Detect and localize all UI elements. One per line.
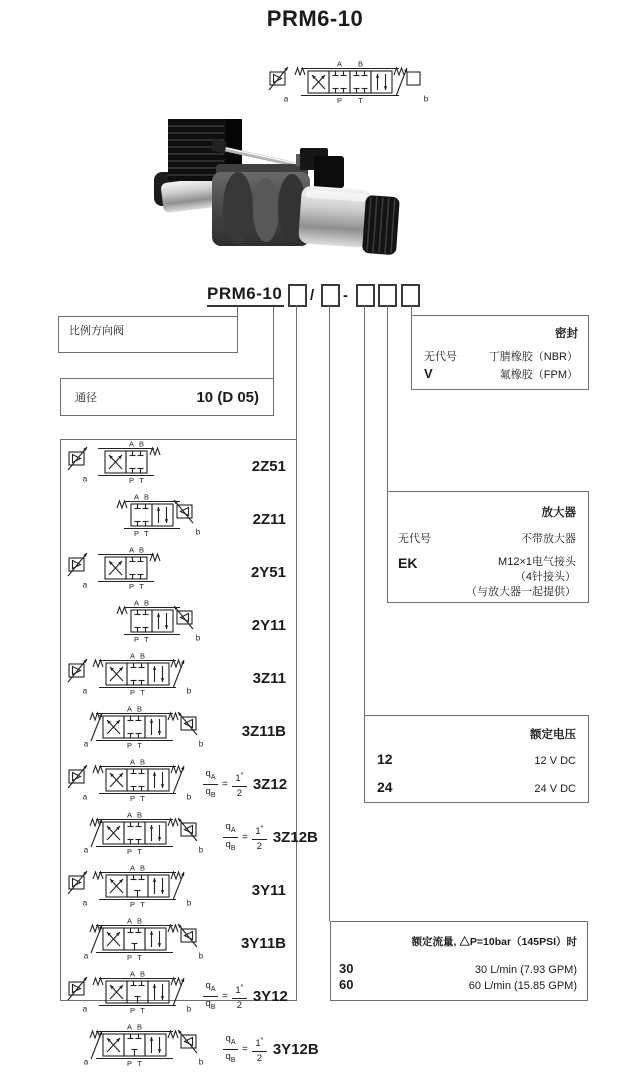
svg-text:B: B xyxy=(143,492,150,502)
symbol-label: 3Z12 xyxy=(252,776,288,793)
ordering-box-seal xyxy=(401,284,420,307)
valve-symbol xyxy=(69,652,201,705)
svg-text:B: B xyxy=(138,545,145,555)
voltage-code: 24 xyxy=(377,779,393,795)
seal-desc: 氟橡胶（FPM） xyxy=(499,369,578,381)
svg-text:T: T xyxy=(140,794,145,803)
connector-line-voltage xyxy=(364,305,365,715)
amplifier-desc: 不带放大器 xyxy=(521,533,576,545)
svg-text:A: A xyxy=(133,598,140,608)
valve-type-label: 比例方向阀 xyxy=(69,325,124,337)
svg-text:B: B xyxy=(136,810,143,820)
size-label: 通径 xyxy=(75,392,97,404)
valve-symbol xyxy=(69,440,171,493)
svg-text:A: A xyxy=(129,863,136,873)
symbol-row-2z11 xyxy=(61,493,296,546)
svg-text:b: b xyxy=(186,792,192,802)
symbol-row-3z12 xyxy=(61,758,296,811)
seal-row xyxy=(424,348,578,364)
symbol-label: 2Z11 xyxy=(252,511,286,528)
valve-symbol xyxy=(69,864,201,917)
svg-text:P: P xyxy=(129,794,136,803)
svg-text:T: T xyxy=(137,1059,142,1068)
seal-code: V xyxy=(424,366,433,381)
connector-line-symbol-table xyxy=(296,305,297,439)
amplifier-desc-line: （与放大器一起提供） xyxy=(466,586,576,598)
svg-text:P: P xyxy=(126,953,133,962)
voltage-desc: 24 V DC xyxy=(534,783,576,795)
svg-text:b: b xyxy=(186,898,192,908)
voltage-code: 12 xyxy=(377,751,393,767)
valve-symbol xyxy=(69,546,171,599)
svg-text:T: T xyxy=(358,96,363,105)
svg-text:B: B xyxy=(139,863,146,873)
seal-row xyxy=(424,366,578,382)
svg-text:b: b xyxy=(423,94,429,104)
svg-text:a: a xyxy=(83,845,89,855)
svg-text:B: B xyxy=(139,651,146,661)
svg-text:b: b xyxy=(198,739,204,749)
ordering-box-voltage xyxy=(356,284,375,307)
svg-text:B: B xyxy=(136,704,143,714)
svg-text:P: P xyxy=(126,1059,133,1068)
flow-code: 30 xyxy=(339,961,354,976)
svg-text:b: b xyxy=(186,686,192,696)
svg-text:a: a xyxy=(82,580,88,590)
size-value: 10 (D 05) xyxy=(196,388,259,406)
symbol-row-3z11 xyxy=(61,652,296,705)
svg-text:a: a xyxy=(83,1057,89,1067)
svg-text:P: P xyxy=(126,741,133,750)
svg-text:A: A xyxy=(126,810,133,820)
flow-desc: 30 L/min (7.93 GPM) xyxy=(474,964,577,976)
symbol-label: 2Y51 xyxy=(250,564,286,581)
svg-text:T: T xyxy=(144,635,149,644)
voltage-row xyxy=(377,751,576,767)
voltage-row xyxy=(377,779,576,795)
seal-box xyxy=(411,315,589,390)
svg-text:T: T xyxy=(137,953,142,962)
symbol-row-3y11 xyxy=(61,864,296,917)
symbol-row-3y12 xyxy=(61,970,296,1023)
svg-text:P: P xyxy=(129,688,136,697)
valve-symbol xyxy=(69,970,201,1023)
svg-text:A: A xyxy=(129,757,136,767)
flow-desc: 60 L/min (15.85 GPM) xyxy=(468,980,577,992)
flow-ratio-fraction: $q_A$ $q_B$ = 1* 2 xyxy=(203,981,247,1012)
symbol-label: 3Y11 xyxy=(251,882,286,899)
valve-symbol xyxy=(69,758,201,811)
flow-title: 额定流量, △P=10bar（145PSI）时 xyxy=(411,936,577,948)
ordering-code-prefix: PRM6-10 xyxy=(207,284,283,303)
svg-text:B: B xyxy=(136,916,143,926)
svg-text:a: a xyxy=(83,951,89,961)
svg-text:a: a xyxy=(83,739,89,749)
flow-code: 60 xyxy=(339,977,354,992)
svg-text:a: a xyxy=(82,792,88,802)
svg-text:P: P xyxy=(336,96,343,105)
flow-row xyxy=(339,977,577,992)
valve-symbol xyxy=(81,1023,221,1076)
svg-text:a: a xyxy=(82,1004,88,1014)
amplifier-row xyxy=(398,555,576,600)
amplifier-desc-line: M12×1电气接头 xyxy=(498,556,576,568)
symbol-row-3y12b xyxy=(61,1022,319,1076)
svg-text:A: A xyxy=(129,969,136,979)
svg-text:b: b xyxy=(198,845,204,855)
svg-text:b: b xyxy=(195,633,201,643)
svg-text:P: P xyxy=(133,529,140,538)
amplifier-box xyxy=(387,491,589,603)
svg-text:B: B xyxy=(138,439,145,449)
svg-text:A: A xyxy=(128,545,135,555)
valve-type-box xyxy=(58,316,238,353)
svg-text:a: a xyxy=(283,94,289,104)
symbol-row-2z51 xyxy=(61,440,296,493)
flow-box xyxy=(330,921,588,1001)
svg-text:P: P xyxy=(128,476,135,485)
ordering-box-symbol xyxy=(288,284,307,307)
amplifier-desc-line: （4针接头） xyxy=(514,571,576,583)
svg-text:T: T xyxy=(137,741,142,750)
svg-text:T: T xyxy=(139,582,144,591)
symbol-row-3z12b xyxy=(61,810,318,864)
svg-text:b: b xyxy=(198,1057,204,1067)
amplifier-code: EK xyxy=(398,555,418,571)
symbol-label: 3Y12B xyxy=(272,1041,319,1058)
svg-text:T: T xyxy=(144,529,149,538)
flow-ratio-fraction: $q_A$ $q_B$ = 1* 2 xyxy=(203,769,247,800)
valve-symbol xyxy=(115,599,217,652)
symbol-row-3z11b xyxy=(61,705,296,758)
svg-text:A: A xyxy=(126,916,133,926)
connector-line-flow xyxy=(329,305,330,921)
svg-text:A: A xyxy=(128,439,135,449)
voltage-desc: 12 V DC xyxy=(534,755,576,767)
svg-text:T: T xyxy=(137,847,142,856)
symbol-label: 3Y12 xyxy=(252,988,288,1005)
voltage-box xyxy=(364,715,589,803)
valve-symbol xyxy=(81,917,221,970)
amplifier-title: 放大器 xyxy=(541,507,576,519)
symbol-label: 3Z12B xyxy=(272,829,318,846)
seal-code: 无代号 xyxy=(424,351,457,363)
symbol-row-2y11 xyxy=(61,599,296,652)
connector-line-size xyxy=(273,306,274,378)
svg-text:a: a xyxy=(82,686,88,696)
svg-text:B: B xyxy=(139,969,146,979)
ordering-box-amplifier xyxy=(378,284,397,307)
ordering-box-flow xyxy=(321,284,340,307)
svg-text:b: b xyxy=(195,527,201,537)
symbol-label: 2Y11 xyxy=(251,617,286,634)
svg-text:P: P xyxy=(133,635,140,644)
seal-desc: 丁腈橡胶（NBR） xyxy=(488,351,578,363)
svg-text:B: B xyxy=(139,757,146,767)
valve-symbol xyxy=(115,493,217,546)
svg-text:T: T xyxy=(140,688,145,697)
symbol-label: 3Z11B xyxy=(241,723,286,740)
svg-text:A: A xyxy=(336,59,343,69)
svg-text:A: A xyxy=(133,492,140,502)
connector-line-seal xyxy=(411,305,412,315)
symbol-table xyxy=(60,439,319,1068)
symbol-row-2y51 xyxy=(61,546,296,599)
symbol-row-3y11b xyxy=(61,917,296,970)
symbol-label: 3Z11 xyxy=(252,670,286,687)
flow-row xyxy=(339,961,577,976)
svg-text:A: A xyxy=(126,1022,133,1032)
amplifier-desc xyxy=(466,555,576,600)
svg-text:A: A xyxy=(129,651,136,661)
svg-text:P: P xyxy=(126,847,133,856)
svg-text:T: T xyxy=(139,476,144,485)
flow-ratio-fraction: $q_A$ $q_B$ = 1* 2 xyxy=(223,1034,267,1065)
svg-text:b: b xyxy=(186,1004,192,1014)
svg-text:a: a xyxy=(82,898,88,908)
connector-line-valve-type xyxy=(237,306,238,316)
svg-text:P: P xyxy=(128,582,135,591)
valve-symbol xyxy=(81,811,221,864)
svg-text:B: B xyxy=(357,59,364,69)
seal-title: 密封 xyxy=(555,328,578,340)
product-photo xyxy=(150,106,402,275)
svg-text:A: A xyxy=(126,704,133,714)
amplifier-row xyxy=(398,530,576,546)
ordering-slash: / xyxy=(310,287,315,304)
connector-line-amplifier xyxy=(387,305,388,491)
symbol-label: 2Z51 xyxy=(251,458,286,475)
svg-text:P: P xyxy=(129,900,136,909)
svg-text:T: T xyxy=(140,1006,145,1015)
size-box xyxy=(60,378,274,416)
voltage-title: 额定电压 xyxy=(530,729,576,741)
ordering-dash: - xyxy=(343,287,348,304)
page-title: PRM6-10 xyxy=(266,6,364,31)
svg-text:b: b xyxy=(198,951,204,961)
svg-text:B: B xyxy=(143,598,150,608)
svg-text:T: T xyxy=(140,900,145,909)
symbol-label: 3Y11B xyxy=(240,935,286,952)
svg-text:P: P xyxy=(129,1006,136,1015)
flow-ratio-fraction: $q_A$ $q_B$ = 1* 2 xyxy=(223,822,267,853)
svg-text:a: a xyxy=(82,474,88,484)
svg-text:B: B xyxy=(136,1022,143,1032)
valve-symbol xyxy=(81,705,221,758)
amplifier-code: 无代号 xyxy=(398,533,431,545)
